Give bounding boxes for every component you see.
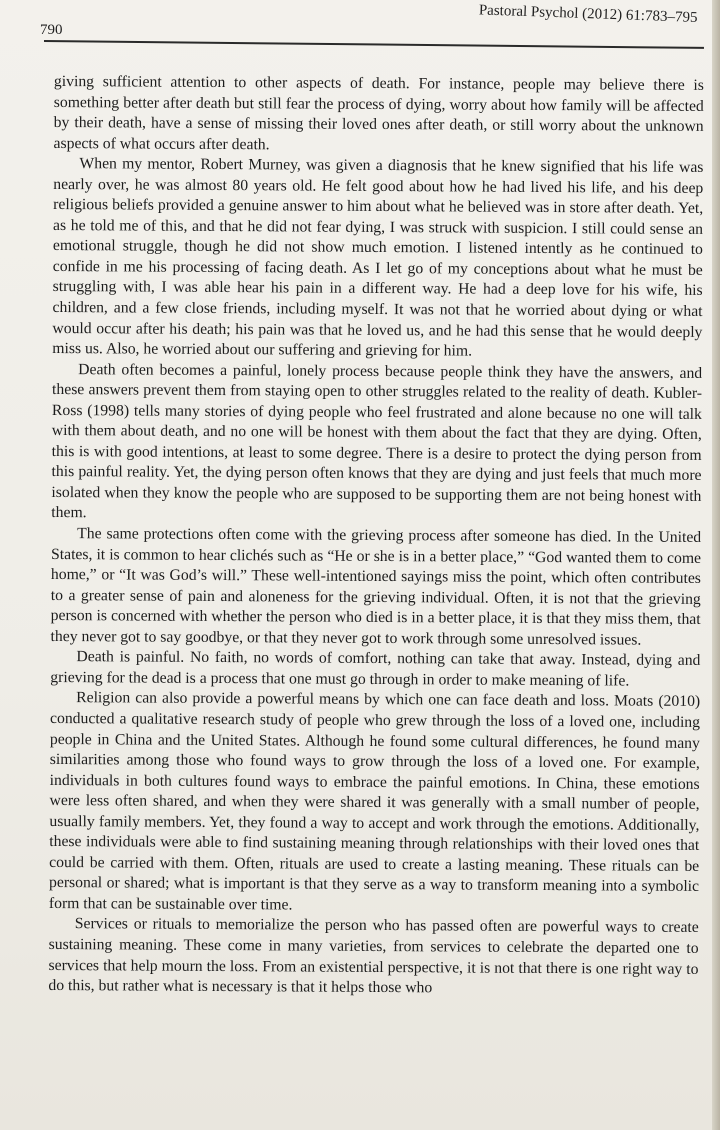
paragraph-mentor: When my mentor, Robert Murney, was given a diagnosis that he knew signified that his life was nearly over, he was almost 80 years old. He felt good about how he had lived his life, and his deep religious beliefs provided a genuine answer to him about what he believed was in store after death. Yet, as he told me of this, and that he did not fear dying, I was struck with suspicion. I still could sense an emotional struggle, though he did not show much emotion. I listened intently as he continued to confide in me his processing of facing death. As I let go of my conceptions about what he must be struggling with, I was able hear his pain in a different way. He had a deep love for his wife, his children, and a few close friends, including myself. It was not that he worried about dying or what would occur after his death; his pain was that he loved us, and he had this sense that he would deeply miss us. Also, he worried about our suffering and grieving for him. [52, 155, 704, 360]
paragraph-death-is-painful: Death is painful. No faith, no words of comfort, nothing can take that away. Instead, dying and grieving for the dead is a process that one must go through in order to make meaning of life. [50, 648, 701, 690]
paragraph-grieving-protections: The same protections often come with the grieving process after someone has died. In the United States, it is common to hear clichés such as “He or she is in a better place,” “God wanted them to come home,” or “It was God’s will.” These well-intentioned sayings miss the point, which often contributes to a greater sense of pain and aloneness for the grieving individual. Often, it is not that the grieving person is concerned with whether the person who died is in a better place, it is that they miss them, that they never got to say goodbye, or that they never got to work through some unresolved issues. [50, 525, 702, 649]
page-header [40, 2, 698, 38]
running-head: Pastoral Psychol (2012) 61:783–795 [478, 2, 698, 26]
paragraph-lonely-process: Death often becomes a painful, lonely process because people think they have the answers, and these answers prevent them from staying open to other struggles related to the reality of death. Kubler-Ross (1998) tells many stories of dying people who feel frustrated and alone because no one will talk with them about death, and no one will be honest with them about the fact that they are dying. Often, this is with good intentions, at least to some degree. There is a desire to protect the dying person from this painful reality. Yet, the dying person often knows that they are dying and just feels that much more isolated when they know the people who are supposed to be supporting them are not being honest with them. [51, 360, 703, 522]
page-edge [712, 0, 720, 1130]
body-text [48, 72, 704, 1001]
paragraph-continuation: giving sufficient attention to other aspects of death. For instance, people may believe there is something better after death but still fear the process of dying, worry about how family will be affected by their death, have a sense of missing their loved ones after death, or still worry about the unknown aspects of what occurs after death. [53, 72, 704, 153]
paragraph-services-rituals: Services or rituals to memorialize the person who has passed often are powerful ways to create sustaining meaning. These come in many varieties, from services to celebrate the departed one to services that help mourn the loss. From an existential perspective, it is not that there is one right way to do this, but rather what is necessary is that it helps those who [48, 915, 699, 997]
page-number: 790 [40, 22, 63, 38]
header-rule [44, 40, 704, 49]
paragraph-religion: Religion can also provide a powerful means by which one can face death and loss. Moats (2010) conducted a qualitative research study of people who grew through the loss of a loved one, including people in China and the United States. Although he found some cultural differences, he found many similarities among those who found ways to grow through the loss of a loved one. For example, individuals in both cultures found ways to embrace the painful emotions. In China, these emotions were less often shared, and when they were shared it was generally with a small number of people, usually family members. Yet, they found a way to accept and work through the emotions. Additionally, these individuals were able to find sustaining meaning through relationships with their loved ones that could be carried with them. Often, rituals are used to create a lasting meaning. These rituals can be personal or shared; what is important is that they serve as a way to transform meaning into a symbolic form that can be sustainable over time. [48, 689, 701, 914]
